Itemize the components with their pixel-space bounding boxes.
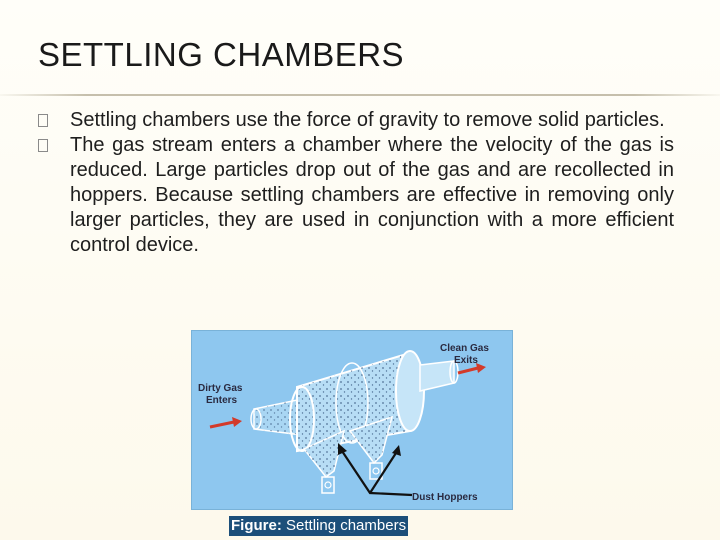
outlet-duct [420, 361, 458, 391]
bullet-item [38, 133, 674, 258]
figure-caption-label: Figure: [231, 517, 282, 534]
bullet-item [38, 108, 674, 133]
clean-gas-label: Clean Gas [440, 343, 489, 354]
settling-chamber-figure [191, 330, 513, 510]
dirty-gas-label: Dirty Gas [198, 383, 243, 394]
clean-gas-label-line2: Exits [454, 355, 478, 366]
bullet-text: The gas stream enters a chamber where the velocity of the gas is reduced. Large particles drop out of the gas and are recollected in hoppers. Because settling chambers are effective in removing only larger particles, they are used in conjunction with a more efficient control device. [70, 134, 674, 256]
bullet-marker-icon [38, 114, 48, 127]
dust-hoppers-label: Dust Hoppers [412, 492, 478, 503]
dirty-gas-label-line2: Enters [206, 395, 238, 406]
slide-title: SETTLING CHAMBERS [38, 36, 405, 73]
settling-chamber-diagram [192, 331, 512, 509]
dirty-gas-arrow-icon [210, 417, 242, 427]
bullet-marker-icon [38, 139, 48, 152]
bullet-text: Settling chambers use the force of gravity to remove solid particles. [70, 109, 665, 131]
bullet-list [38, 108, 674, 258]
figure-caption [229, 516, 408, 536]
figure-caption-text: Settling chambers [281, 517, 407, 534]
inlet-duct [251, 399, 302, 435]
title-divider [0, 94, 720, 96]
